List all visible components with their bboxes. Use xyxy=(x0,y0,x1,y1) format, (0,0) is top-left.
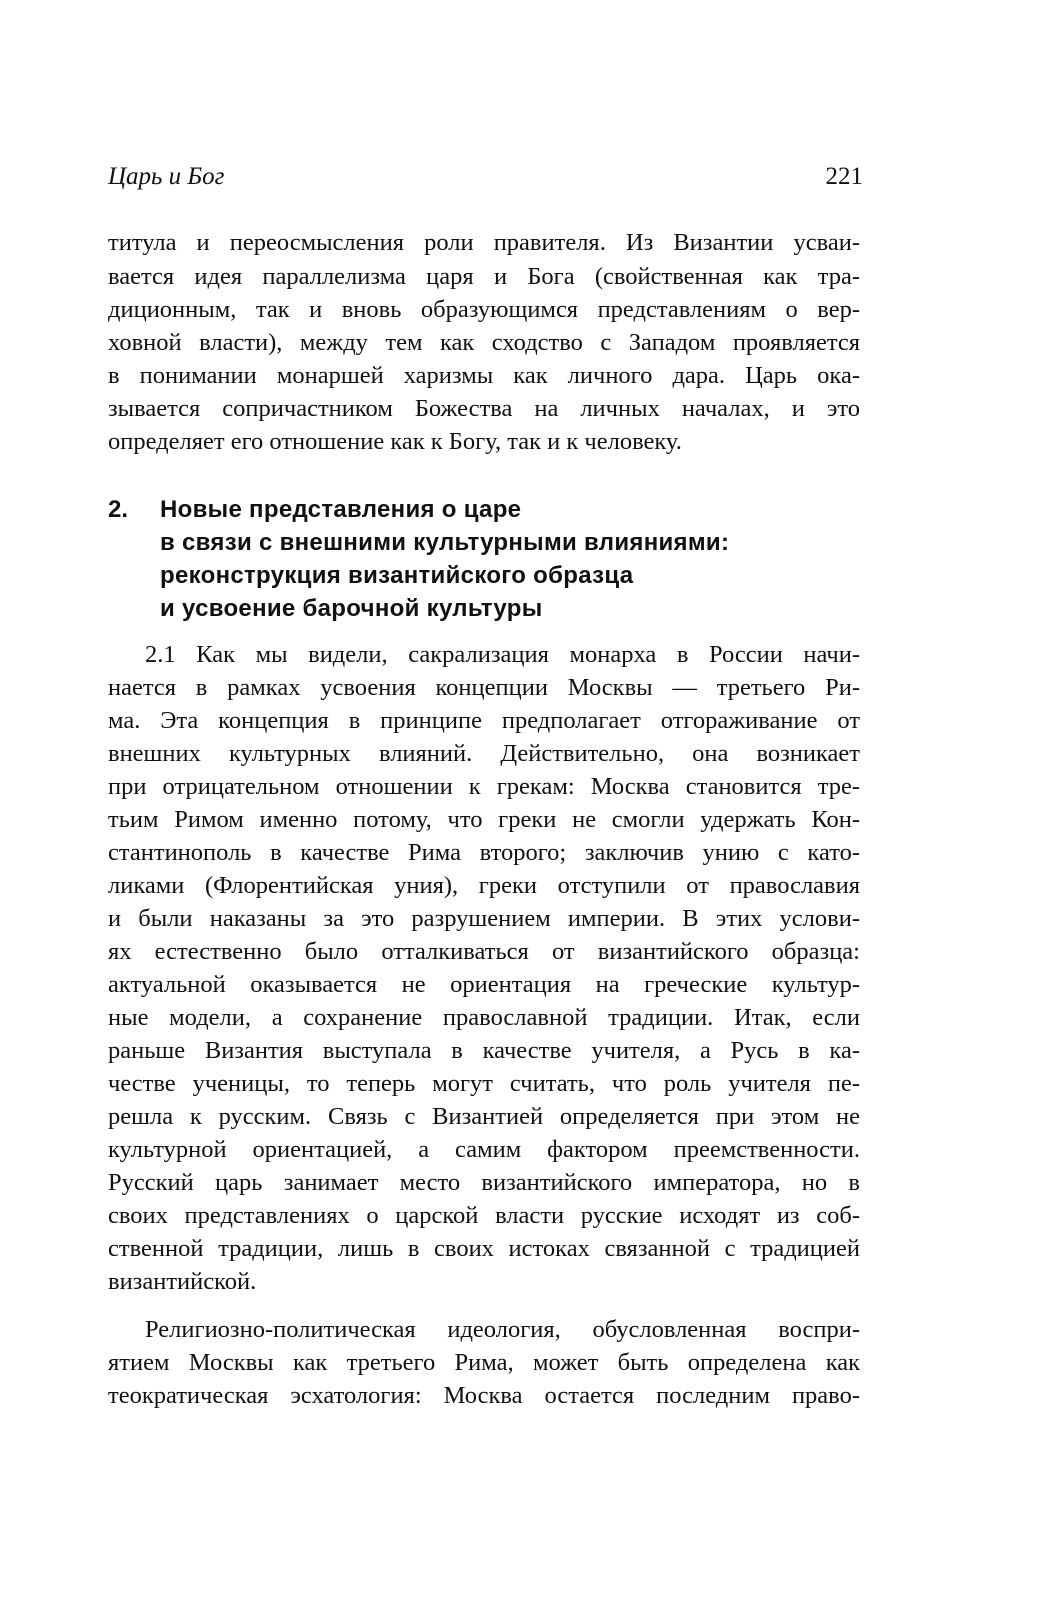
text-line: теократическая эсхатология: Москва остается последним право- xyxy=(108,1382,860,1409)
text-line: раньше Византия выступала в качестве учителя, а Русь в ка- xyxy=(108,1037,860,1064)
text-line: актуальной оказывается не ориентация на греческие культур- xyxy=(108,971,860,998)
text-line: нается в рамках усвоения концепции Москвы — третьего Ри- xyxy=(108,674,860,701)
text-line: ные модели, а сохранение православной традиции. Итак, если xyxy=(108,1004,860,1031)
text-line: при отрицательном отношении к грекам: Москва становится тре- xyxy=(108,773,860,800)
running-title: Царь и Бог xyxy=(108,163,225,190)
text-line: решла к русским. Связь с Византией определяется при этом не xyxy=(108,1103,860,1130)
section-number: 2. xyxy=(108,496,129,523)
page-header xyxy=(108,163,863,199)
text-line: византийской. xyxy=(108,1268,257,1295)
text-line: 2.1 Как мы видели, сакрализация монарха в России начи- xyxy=(145,641,860,668)
text-line: ма. Эта концепция в принципе предполагает отгораживание от xyxy=(108,707,860,734)
text-line: ственной традиции, лишь в своих истоках связанной с традицией xyxy=(108,1235,860,1262)
text-line: стантинополь в качестве Рима второго; заключив унию с като- xyxy=(108,839,860,866)
text-line: Религиозно-политическая идеология, обусловленная воспри- xyxy=(145,1316,860,1343)
text-line: и были наказаны за это разрушением империи. В этих услови- xyxy=(108,905,860,932)
section-title-line: Новые представления о царе xyxy=(160,496,522,523)
text-line: в понимании монаршей харизмы как личного дара. Царь ока- xyxy=(108,362,860,389)
text-line: честве ученицы, то теперь могут считать, что роль учителя пе- xyxy=(108,1070,860,1097)
section-title-line: и усвоение барочной культуры xyxy=(160,595,543,622)
text-line: внешних культурных влияний. Действительно, она возникает xyxy=(108,740,860,767)
text-line: определяет его отношение как к Богу, так и к человеку. xyxy=(108,428,682,455)
page-number: 221 xyxy=(825,163,863,190)
section-title-line: реконструкция византийского образца xyxy=(160,562,634,589)
text-line: тьим Римом именно потому, что греки не смогли удержать Кон- xyxy=(108,806,860,833)
text-line: зывается сопричастником Божества на личных началах, и это xyxy=(108,395,860,422)
text-line: титула и переосмысления роли правителя. Из Византии усваи- xyxy=(108,229,860,256)
text-line: ятием Москвы как третьего Рима, может быть определена как xyxy=(108,1349,860,1376)
text-line: ховной власти), между тем как сходство с Западом проявляется xyxy=(108,329,860,356)
text-line: культурной ориентацией, а самим фактором преемственности. xyxy=(108,1136,860,1163)
text-line: своих представлениях о царской власти русские исходят из соб- xyxy=(108,1202,860,1229)
text-line: Русский царь занимает место византийского императора, но в xyxy=(108,1169,860,1196)
text-line: ях естественно было отталкиваться от византийского образца: xyxy=(108,938,860,965)
section-title-line: в связи с внешними культурными влияниями: xyxy=(160,529,730,556)
text-line: вается идея параллелизма царя и Бога (свойственная как тра- xyxy=(108,263,860,290)
text-line: ликами (Флорентийская уния), греки отступили от православия xyxy=(108,872,860,899)
text-line: диционным, так и вновь образующимся представлениям о вер- xyxy=(108,296,860,323)
